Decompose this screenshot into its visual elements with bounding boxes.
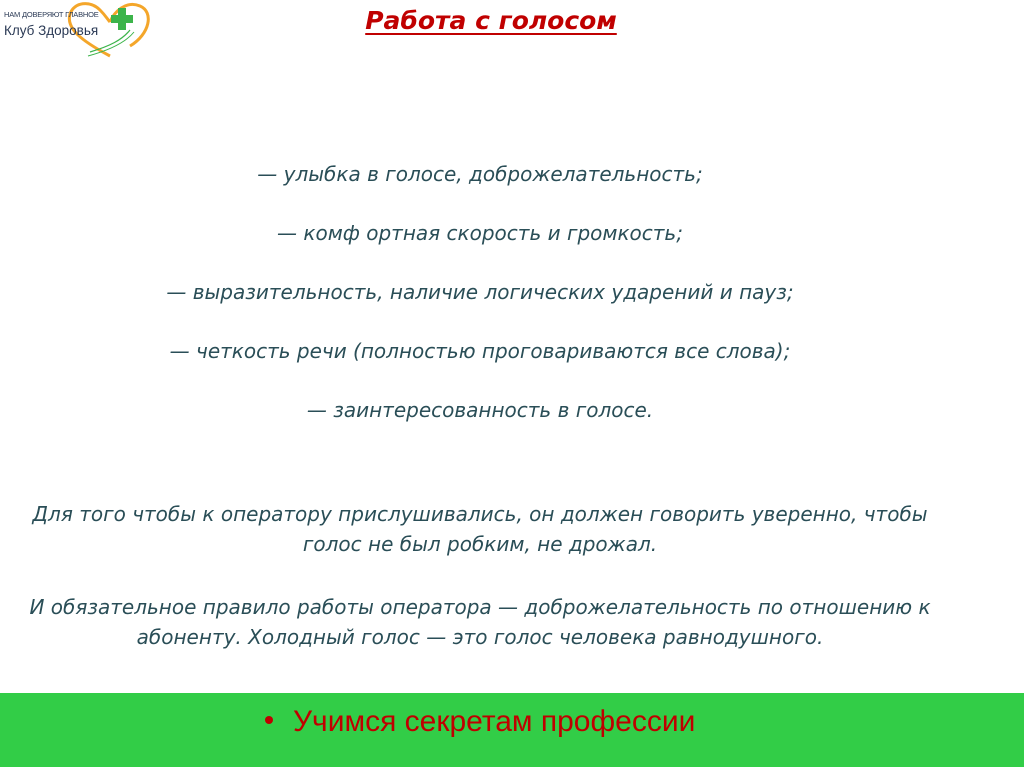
footer-bar (0, 693, 1024, 767)
voice-tips-list (0, 156, 960, 451)
paragraph-confidence: Для того чтобы к оператору прислушивались, он должен говорить уверенно, чтобы голос не был робким, не дрожал. (32, 502, 928, 556)
footer-bullet (265, 705, 695, 739)
bullet-dot-icon (265, 716, 273, 724)
list-item: — улыбка в голосе, доброжелательность; (257, 162, 703, 186)
slide-title: Работа с голосом (365, 6, 617, 35)
footer-text: Учимся секретам профессии (293, 705, 696, 738)
list-item: — заинтересованность в голосе. (306, 398, 654, 422)
list-item: — четкость речи (полностью проговариваются все слова); (169, 339, 791, 363)
logo-name: Клуб Здоровья (4, 23, 99, 38)
list-item: — комф ортная скорость и громкость; (277, 221, 683, 245)
list-item: — выразительность, наличие логических ударений и пауз; (166, 280, 794, 304)
logo-tagline: НАМ ДОВЕРЯЮТ ГЛАВНОЕ (4, 10, 99, 19)
paragraph-friendliness: И обязательное правило работы оператора — доброжелательность по отношению к абоненту. Холодный голос — это голос человека равнодушного. (29, 595, 931, 649)
